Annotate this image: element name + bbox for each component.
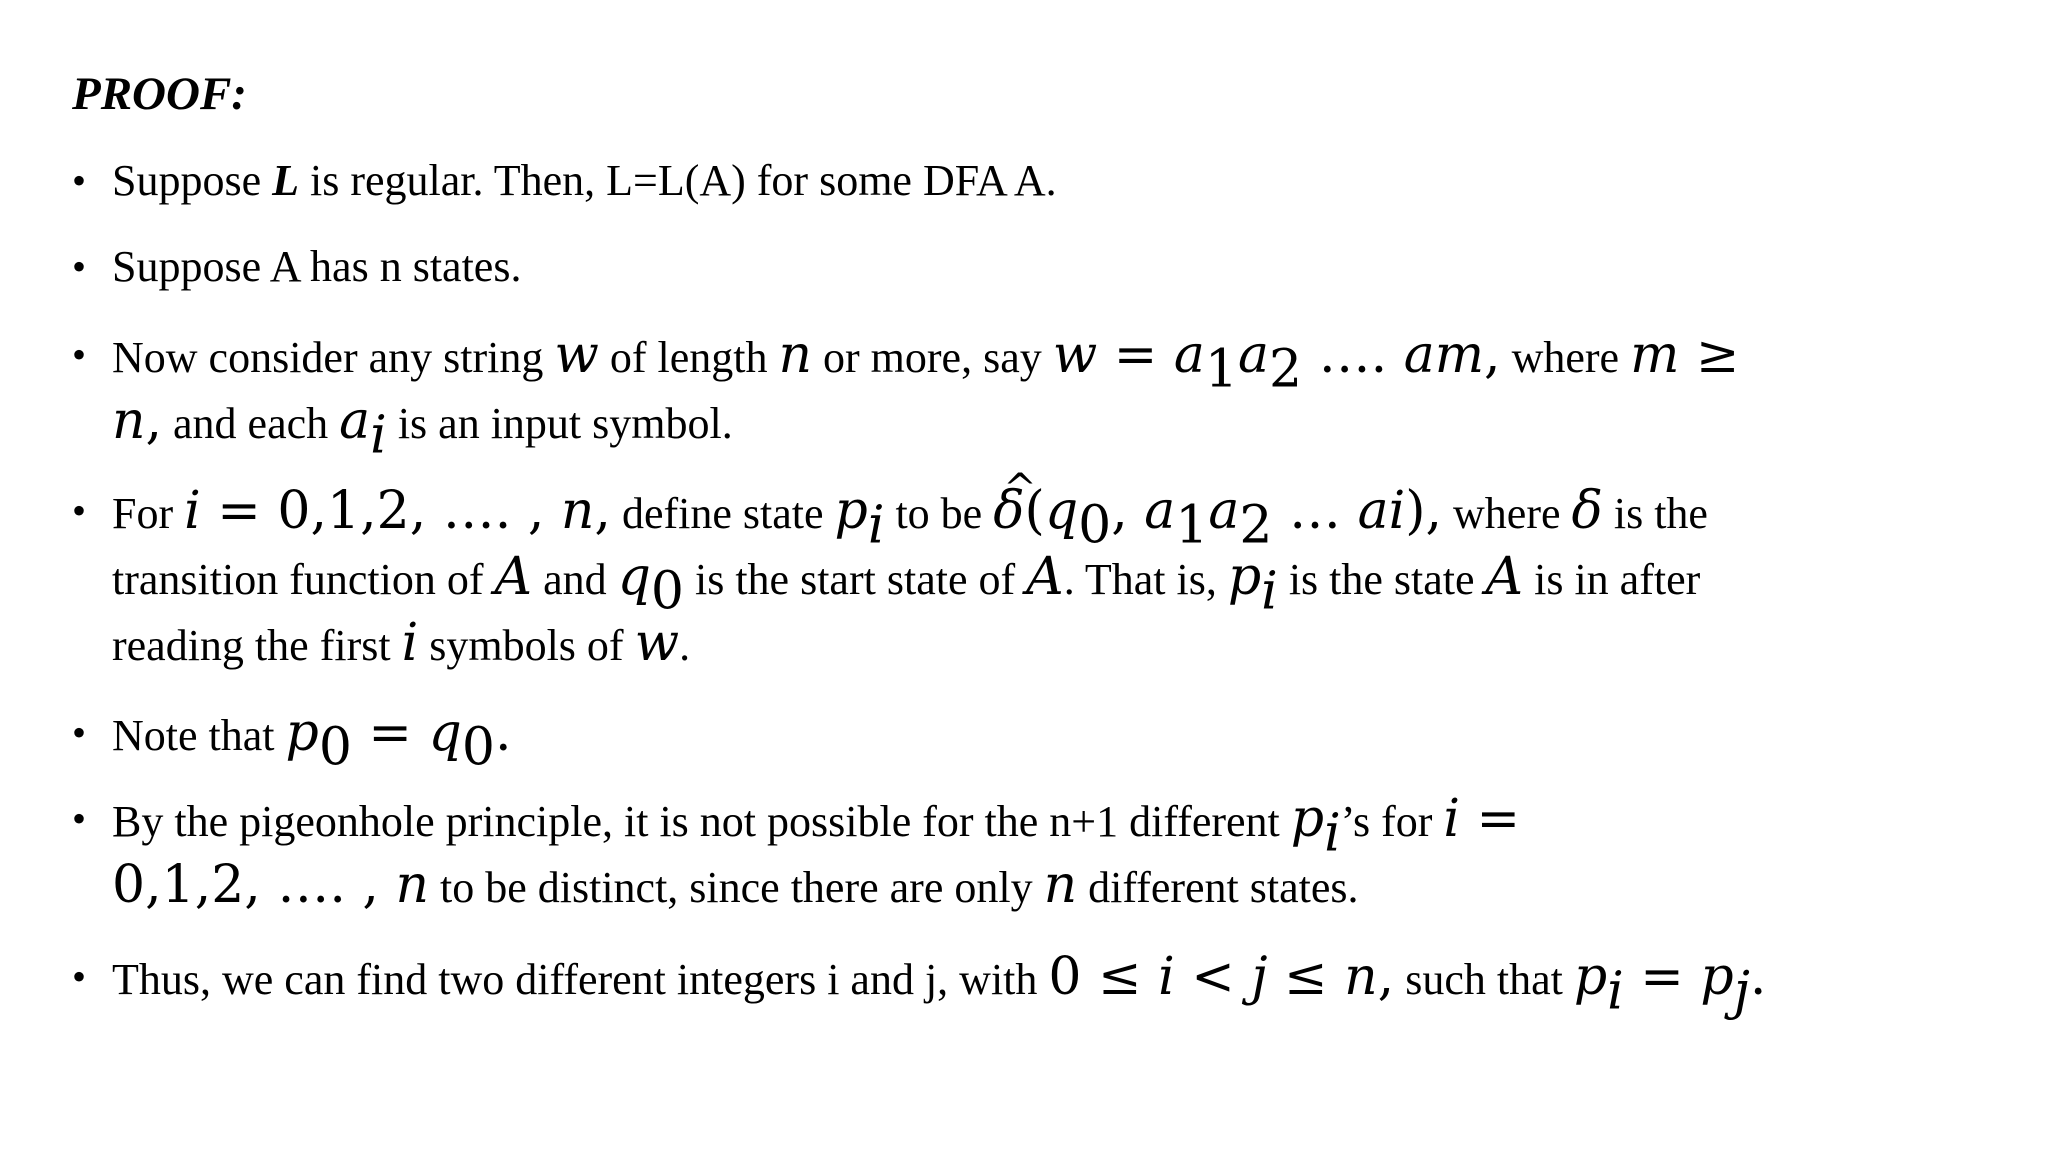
math-var: w [634, 613, 680, 673]
math-sub: 0 [461, 717, 495, 778]
text-span: to be [884, 489, 994, 538]
math-sub: j [1733, 961, 1750, 1022]
math-sub: i [1261, 561, 1278, 622]
math-op: …. [1302, 325, 1404, 385]
bullet-marker: • [72, 796, 87, 841]
bullet-line [112, 148, 1057, 214]
math-var: a [1173, 325, 1205, 385]
bullet-marker: • [72, 244, 87, 289]
math-var: p [1573, 947, 1608, 1007]
text-span: . That is, [1063, 555, 1228, 604]
text-span: where [1442, 489, 1572, 538]
math-sub: 0 [650, 561, 684, 622]
math-sub: 0 [1078, 495, 1112, 556]
bullet-marker: • [72, 488, 87, 533]
bullet-line [112, 234, 521, 300]
text-span: different states. [1077, 863, 1359, 912]
math-op: , [1111, 481, 1145, 541]
math-sub: 0 [318, 717, 352, 778]
math-var: p [1290, 789, 1325, 849]
math-var: ai [1357, 481, 1406, 541]
text-span: Suppose [112, 156, 273, 205]
bullet-line [112, 388, 733, 466]
bullet-marker: • [72, 158, 87, 203]
math-var: n [560, 481, 595, 541]
math-var: q [1044, 481, 1079, 541]
text-span: and [532, 555, 618, 604]
math-op: , [1484, 325, 1501, 385]
math-op: = [1460, 789, 1521, 849]
text-span: is the start state of [683, 555, 1027, 604]
math-var: a [1208, 481, 1240, 541]
bullet-marker: • [72, 710, 87, 755]
math-op: < [1174, 947, 1252, 1007]
math-op: ≤ [1267, 947, 1345, 1007]
math-var: j [1251, 947, 1268, 1007]
text-span: . [679, 621, 691, 670]
text-span: Note that [112, 711, 286, 760]
math-var: n [395, 855, 429, 915]
delta-hat-symbol: ^ δ [993, 478, 1024, 544]
math-var: n [1344, 947, 1378, 1007]
text-span: define state [610, 489, 835, 538]
math-sub: 1 [1204, 339, 1239, 400]
math-var: A [1485, 547, 1524, 607]
math-op: = [1097, 325, 1174, 385]
text-span: symbols of [418, 621, 635, 670]
bullet-line [112, 544, 1701, 622]
bullet-marker: • [72, 954, 87, 999]
math-var: m [1630, 325, 1680, 385]
proof-heading: PROOF: [72, 68, 247, 120]
text-span: Now consider any string [112, 333, 555, 382]
math-sub: 1 [1175, 495, 1209, 556]
text-span: For [112, 489, 185, 538]
text-span: Thus, we can find two different integers i and j, with [112, 955, 1049, 1004]
bullet-line [112, 478, 1708, 556]
math-var: q [428, 703, 462, 763]
text-span: reading the first [112, 621, 402, 670]
bullet-line [112, 786, 1521, 864]
math-sub: 2 [1269, 339, 1303, 400]
math-sub: i [1324, 803, 1341, 864]
math-var: w [554, 325, 599, 385]
math-op: = [1623, 947, 1701, 1007]
math-op: , [145, 391, 163, 451]
bullet-line [112, 944, 1767, 1022]
math-op: ≥ [1679, 325, 1740, 385]
math-var: p [285, 703, 319, 763]
bullet-line [112, 700, 512, 778]
math-op: , [1377, 947, 1395, 1007]
math-op: ), [1405, 481, 1443, 541]
math-op: ( [1024, 481, 1045, 541]
math-var: A [1026, 547, 1064, 607]
text-span: is regular. Then, L=L(A) for some DFA A. [299, 156, 1057, 205]
math-var: w [1052, 325, 1098, 385]
math-var: i [1158, 947, 1175, 1007]
text-span: ’s for [1340, 797, 1444, 846]
math-var: n [112, 391, 146, 451]
math-var: i [184, 481, 201, 541]
math-var: n [778, 325, 813, 385]
text-span: transition function of [112, 555, 495, 604]
math-var: a [1238, 325, 1270, 385]
text-span: such that [1394, 955, 1574, 1004]
bold-L: L [272, 156, 300, 205]
math-var: A [494, 547, 533, 607]
math-op: … [1272, 481, 1358, 541]
text-span: is the state [1277, 555, 1486, 604]
text-span: Suppose A has n states. [112, 242, 522, 291]
math-var: p [834, 481, 868, 541]
text-span: is an input symbol. [386, 399, 733, 448]
bullet-line [112, 852, 1359, 921]
math-op: . [1749, 947, 1767, 1007]
math-var: n [1043, 855, 1078, 915]
text-span: is the [1602, 489, 1708, 538]
math-var: i [401, 613, 419, 673]
math-sub: i [1607, 961, 1624, 1022]
bullet-line [112, 610, 690, 679]
math-seq: 0,1,2, …. , [277, 481, 561, 541]
bullet-line [112, 322, 1740, 400]
math-var: p [1227, 547, 1262, 607]
math-op: , [594, 481, 611, 541]
text-span: and each [162, 399, 340, 448]
text-span: is in after [1523, 555, 1701, 604]
math-var: a [1144, 481, 1176, 541]
text-span: to be distinct, since there are only [429, 863, 1044, 912]
math-op: 0 ≤ [1048, 947, 1159, 1007]
math-sub: i [370, 405, 387, 466]
text-span: where [1500, 333, 1631, 382]
math-var: q [617, 547, 651, 607]
math-var: p [1700, 947, 1734, 1007]
math-op: = [200, 481, 278, 541]
math-var: a [339, 391, 371, 451]
math-sub: i [867, 495, 885, 556]
math-op: = [351, 703, 429, 763]
math-var: am [1403, 325, 1485, 385]
text-span: By the pigeonhole principle, it is not possible for the n+1 different [112, 797, 1291, 846]
bullet-marker: • [72, 332, 87, 377]
text-span: of length [598, 333, 779, 382]
math-op: . [494, 703, 512, 763]
math-sub: 2 [1239, 495, 1273, 556]
math-var: i [1443, 789, 1461, 849]
math-seq: 0,1,2, …. , [112, 855, 396, 915]
delta-symbol: δ [1571, 481, 1603, 541]
text-span: or more, say [812, 333, 1053, 382]
